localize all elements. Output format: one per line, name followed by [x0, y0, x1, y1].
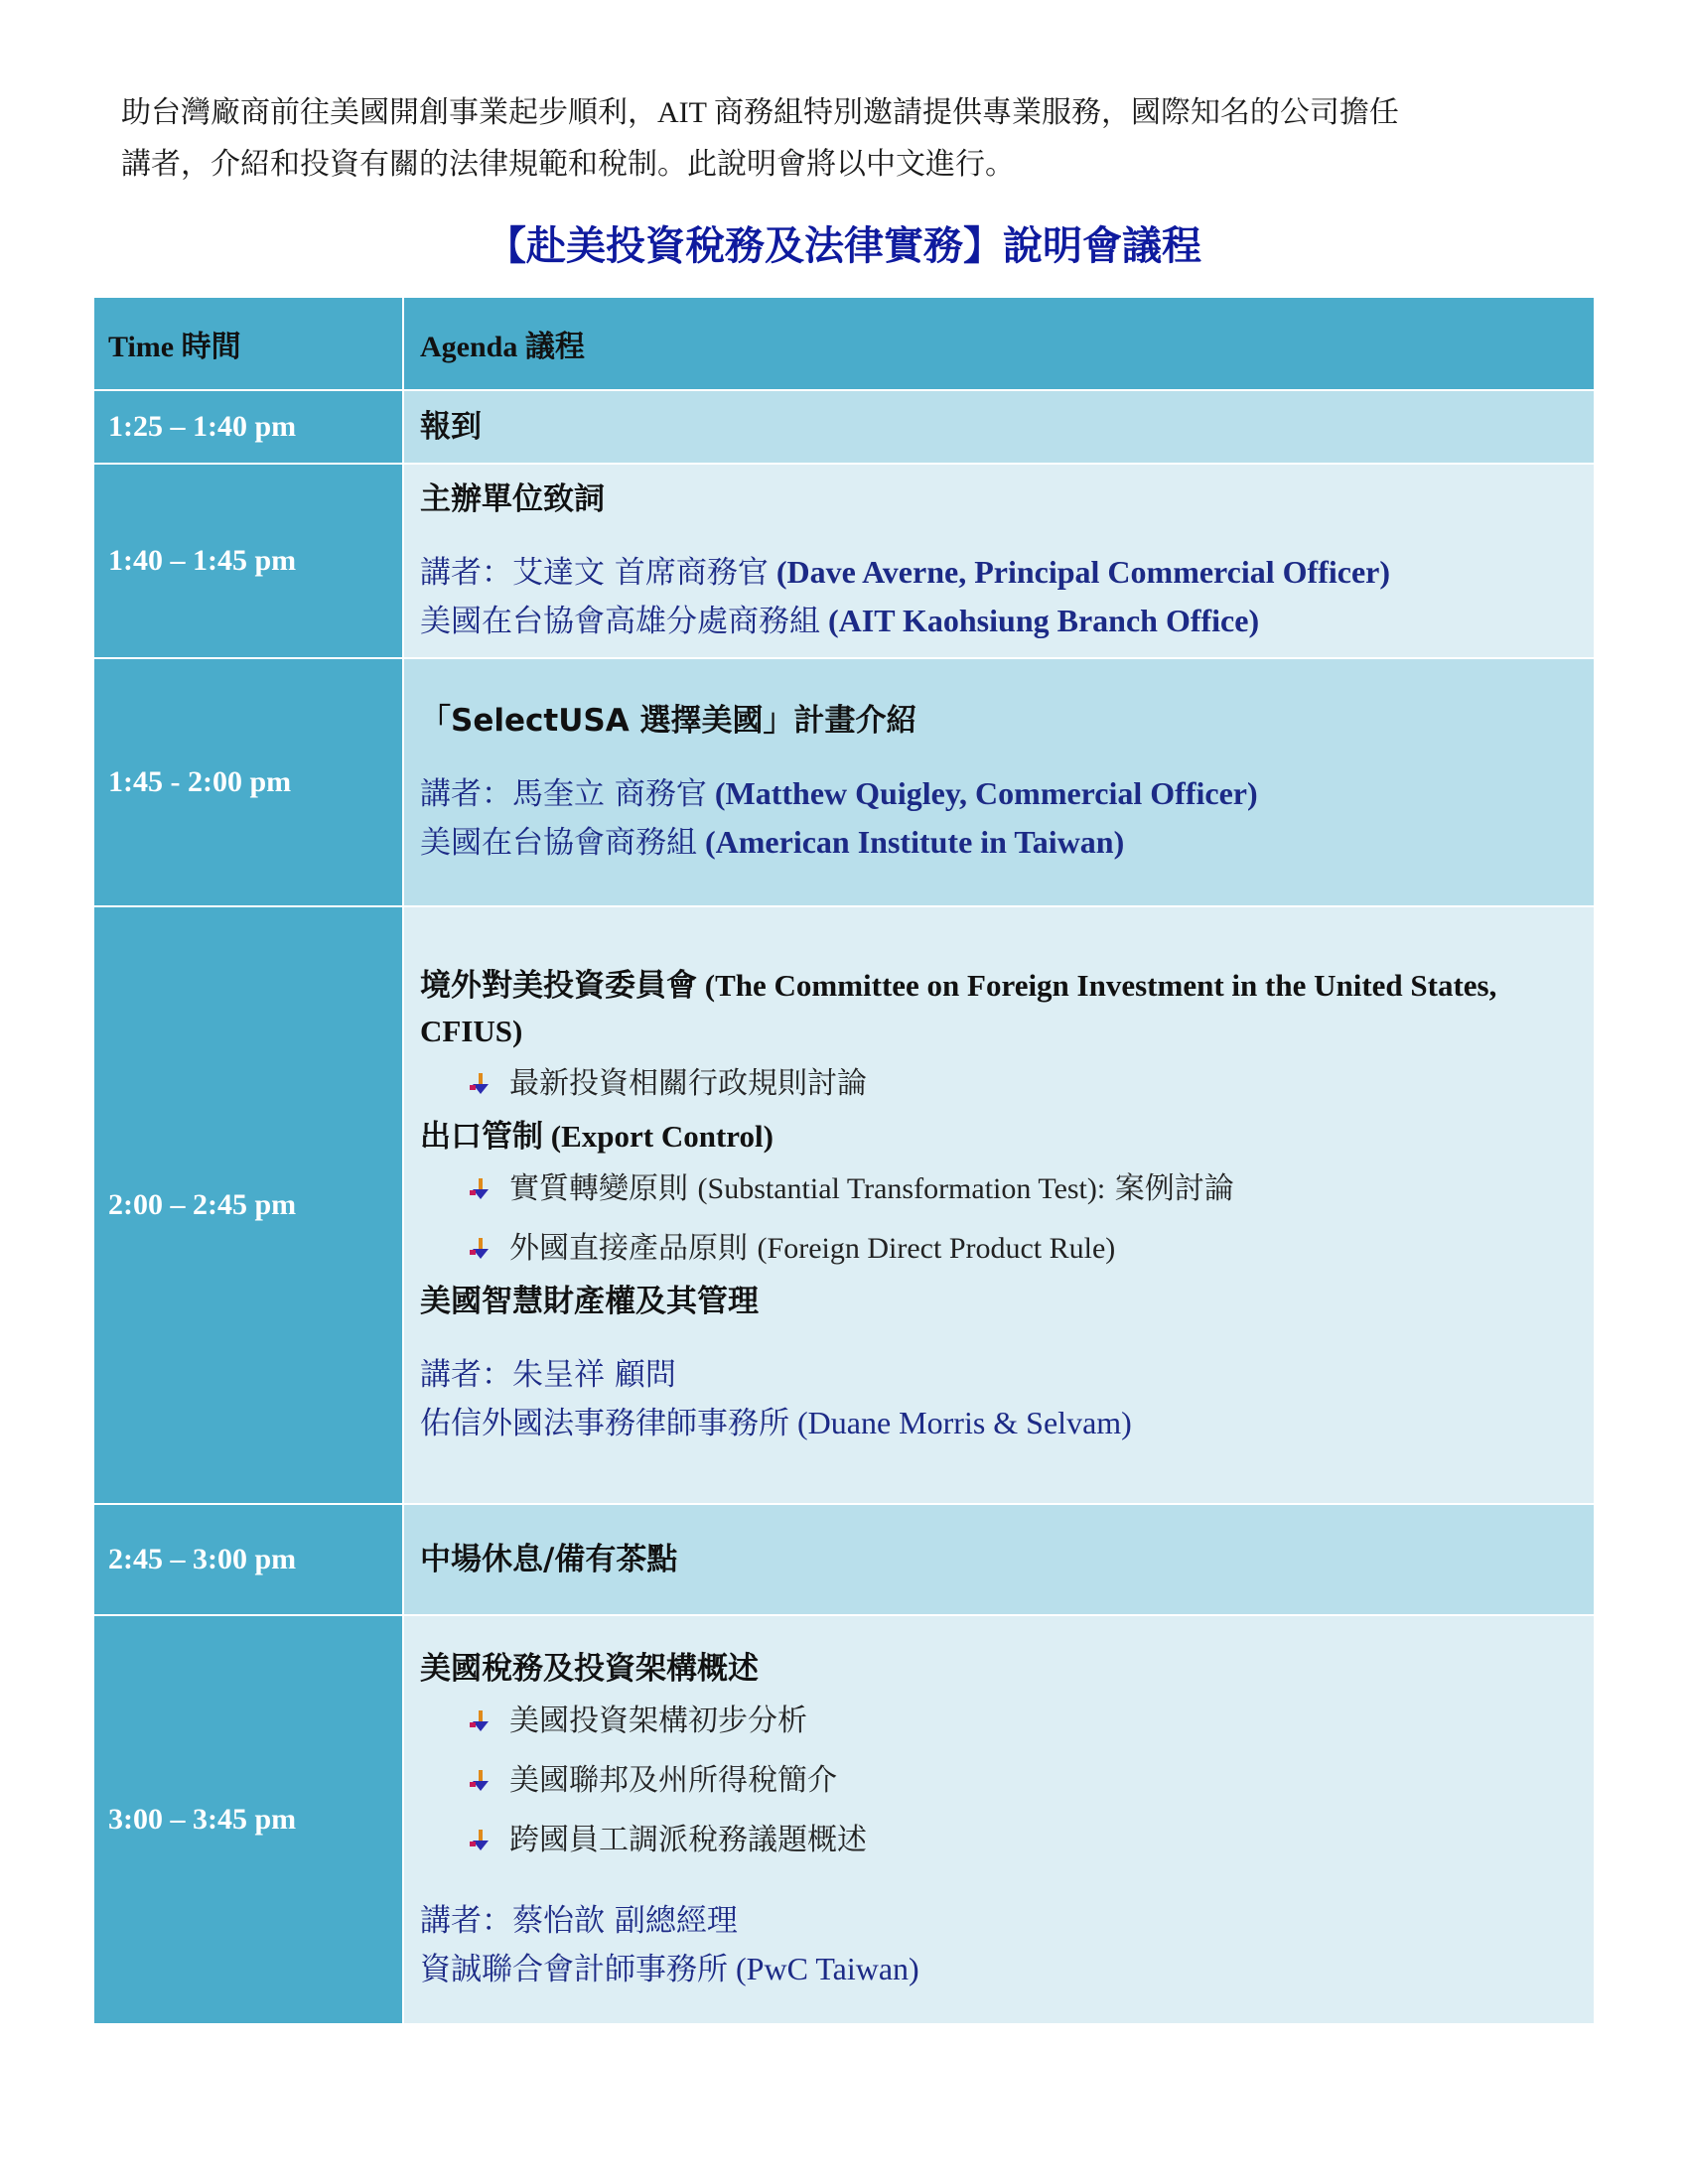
- organization-en: (American Institute in Taiwan): [705, 824, 1125, 860]
- bullet-item: [420, 1811, 1578, 1870]
- organization-en: (PwC Taiwan): [736, 1951, 919, 1986]
- bullet-text-en: (Foreign Direct Product Rule): [757, 1232, 1116, 1265]
- organization-name: 美國在台協會商務組: [420, 825, 697, 861]
- bullet-text: 美國投資架構初步分析: [509, 1704, 807, 1738]
- organization-line: [420, 597, 1578, 645]
- organization-line: [420, 818, 1578, 867]
- row-title: 中場休息/備有茶點: [420, 1542, 678, 1577]
- header-time: Time 時間: [94, 298, 403, 390]
- intro-paragraph: [121, 87, 1581, 191]
- organization-name: 佑信外國法事務律師事務所: [420, 1406, 789, 1441]
- bullet-item: [420, 1160, 1578, 1219]
- speaker-en: (Matthew Quigley, Commercial Officer): [714, 775, 1258, 811]
- bullet-text: 跨國員工調派稅務議題概述: [509, 1823, 867, 1857]
- bullet-item: [420, 1751, 1578, 1811]
- table-row: [94, 1615, 1594, 2024]
- table-row: [94, 464, 1594, 658]
- organization-name: 資誠聯合會計師事務所: [420, 1952, 728, 1987]
- row-time: 1:40 – 1:45 pm: [94, 464, 403, 658]
- row-time: 1:25 – 1:40 pm: [94, 390, 403, 464]
- topic-title-en: (The Committee on Foreign Investment in the United States, CFIUS): [420, 968, 1497, 1048]
- speaker-line: [420, 548, 1578, 597]
- row-content: [403, 1615, 1594, 2024]
- arrow-down-bullet-icon: [470, 1178, 492, 1200]
- row-title-part-b: 選擇美國」計畫介紹: [629, 703, 917, 739]
- table-row: [94, 390, 1594, 464]
- arrow-down-bullet-icon: [470, 1830, 492, 1851]
- topic-title-en: (Export Control): [550, 1119, 774, 1154]
- arrow-down-bullet-icon: [470, 1710, 492, 1732]
- spacer: [420, 522, 1578, 548]
- topic-title: [420, 1114, 1578, 1160]
- header-agenda-label: Agenda 議程: [420, 331, 585, 363]
- page-title: 【赴美投資稅務及法律實務】說明會議程: [487, 223, 1201, 269]
- arrow-down-bullet-icon: [470, 1238, 492, 1260]
- row-title: [420, 698, 1578, 744]
- bullet-text-cn: 外國直接產品原則: [509, 1231, 748, 1266]
- bullet-item: [420, 1054, 1578, 1114]
- organization-line: [420, 1945, 1578, 1993]
- header-agenda: [403, 298, 1594, 390]
- bullet-item: [420, 1692, 1578, 1751]
- row-content: [403, 390, 1594, 464]
- speaker-name: 講者：朱呈祥 顧問: [420, 1357, 676, 1393]
- speaker-line: [420, 769, 1578, 818]
- bullet-text: 最新投資相關行政規則討論: [509, 1066, 867, 1101]
- arrow-down-bullet-icon: [470, 1073, 492, 1095]
- row-content: [403, 464, 1594, 658]
- row-time: 3:00 – 3:45 pm: [94, 1615, 403, 2024]
- organization-en: (AIT Kaohsiung Branch Office): [828, 603, 1260, 638]
- speaker-en: (Dave Averne, Principal Commercial Officer): [775, 554, 1391, 590]
- table-header-row: [94, 298, 1594, 390]
- bullet-text-en: (Substantial Transformation Test):: [697, 1172, 1106, 1205]
- row-title: 主辦單位致詞: [420, 481, 605, 517]
- bullet-text: [509, 1231, 1115, 1266]
- organization-name: 美國在台協會高雄分處商務組: [420, 604, 820, 639]
- topic-title-cn: 境外對美投資委員會: [420, 968, 697, 1004]
- organization-line: [420, 1399, 1578, 1447]
- spacer: [420, 1324, 1578, 1350]
- row-content: [403, 658, 1594, 906]
- topic-title: 美國智慧財產權及其管理: [420, 1284, 759, 1319]
- row-title: 報到: [420, 409, 482, 445]
- row-title: 美國稅務及投資架構概述: [420, 1651, 759, 1687]
- row-time: 2:45 – 3:00 pm: [94, 1504, 403, 1615]
- intro-line-2: 講者，介紹和投資有關的法律規範和稅制。此說明會將以中文進行。: [121, 148, 1015, 181]
- spacer: [420, 1870, 1578, 1896]
- bullet-text: [509, 1171, 1234, 1206]
- organization-en: (Duane Morris & Selvam): [797, 1405, 1132, 1440]
- bullet-text: 美國聯邦及州所得稅簡介: [509, 1763, 837, 1798]
- speaker-name: 講者：蔡怡歆 副總經理: [420, 1903, 738, 1939]
- topic-title-cn: 出口管制: [420, 1119, 543, 1155]
- table-row: [94, 906, 1594, 1504]
- row-time: 1:45 - 2:00 pm: [94, 658, 403, 906]
- spacer: [420, 744, 1578, 769]
- row-time: 2:00 – 2:45 pm: [94, 906, 403, 1504]
- topic-title: [420, 963, 1578, 1054]
- bullet-text-cn-2: 案例討論: [1114, 1171, 1234, 1206]
- bullet-item: [420, 1219, 1578, 1279]
- speaker-line: [420, 1350, 1578, 1399]
- bullet-text-cn: 實質轉變原則: [509, 1171, 688, 1206]
- intro-line-1: 助台灣廠商前往美國開創事業起步順利，AIT 商務組特別邀請提供專業服務，國際知名的公司擔任: [121, 96, 1399, 129]
- row-content: [403, 906, 1594, 1504]
- table-row: [94, 1504, 1594, 1615]
- speaker-name: 講者：艾達文 首席商務官: [420, 555, 769, 591]
- speaker-line: [420, 1896, 1578, 1945]
- arrow-down-bullet-icon: [470, 1770, 492, 1792]
- row-title-part-a: 「SelectUSA: [420, 703, 630, 739]
- speaker-name: 講者：馬奎立 商務官: [420, 776, 707, 812]
- agenda-table: [94, 298, 1594, 2025]
- table-row: [94, 658, 1594, 906]
- row-content: [403, 1504, 1594, 1615]
